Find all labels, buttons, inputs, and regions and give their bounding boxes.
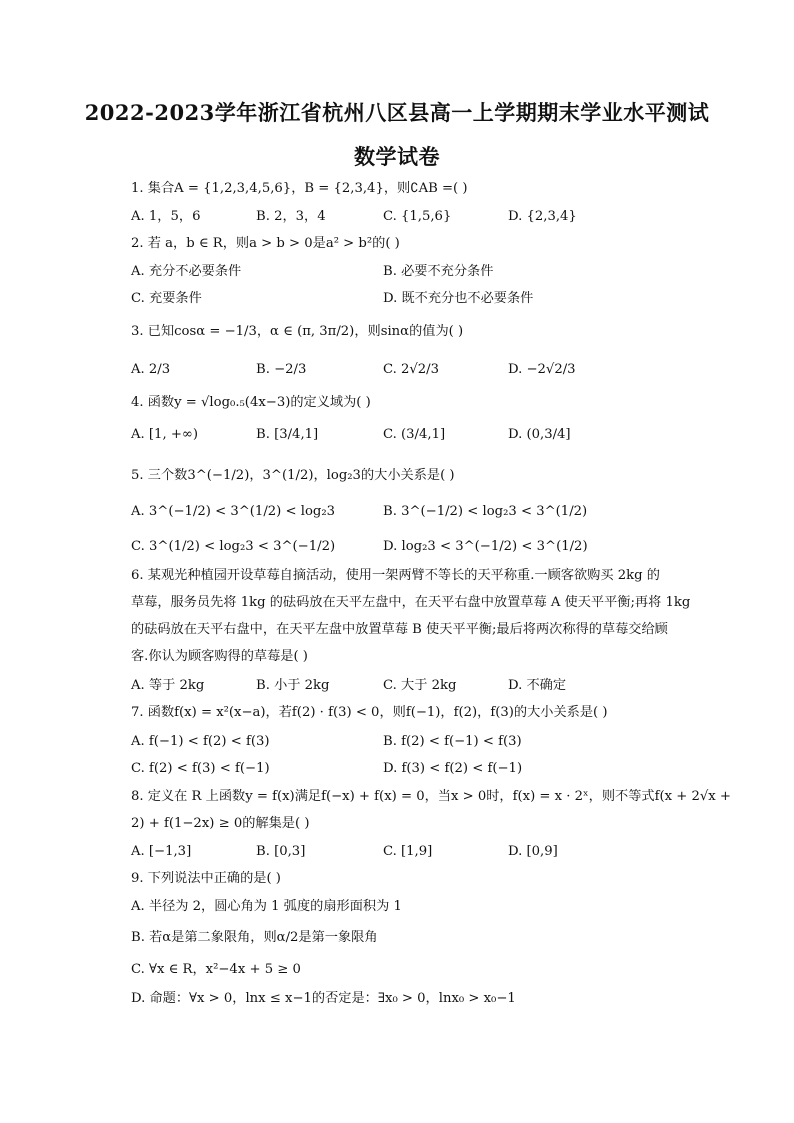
q1-option-d: D. {2,3,4} [508, 209, 577, 224]
question-6-line-4: 客.你认为顾客购得的草莓是( ) [131, 649, 308, 664]
q4-option-b: B. [3/4,1] [256, 427, 319, 442]
q6-option-a: A. 等于 2kg [131, 678, 205, 693]
question-1: 1. 集合A = {1,2,3,4,5,6}，B = {2,3,4}，则∁AB =( ) [131, 181, 468, 196]
q3-option-a: A. 2/3 [131, 362, 171, 377]
q5-option-d: D. log₂3 < 3^(−1/2) < 3^(1/2) [383, 539, 588, 554]
q1-option-c: C. {1,5,6} [383, 209, 452, 224]
q9-option-c: C. ∀x ∈ R，x²−4x + 5 ≥ 0 [131, 962, 301, 977]
q2-option-b: B. 必要不充分条件 [383, 264, 494, 279]
q3-option-c: C. 2√2/3 [383, 362, 440, 377]
q3-option-d: D. −2√2/3 [508, 362, 576, 377]
q8-option-c: C. [1,9] [383, 844, 433, 859]
q9-option-a: A. 半径为 2，圆心角为 1 弧度的扇形面积为 1 [131, 899, 402, 914]
q4-option-d: D. (0,3/4] [508, 427, 571, 442]
exam-subtitle: 数学试卷 [354, 144, 440, 169]
q5-option-c: C. 3^(1/2) < log₂3 < 3^(−1/2) [131, 539, 336, 554]
question-9: 9. 下列说法中正确的是( ) [131, 871, 281, 886]
question-6-line-2: 草莓，服务员先将 1kg 的砝码放在天平左盘中，在天平右盘中放置草莓 A 使天平平衡;再将 1kg [131, 595, 691, 610]
q7-option-c: C. f(2) < f(3) < f(−1) [131, 761, 270, 776]
q6-option-d: D. 不确定 [508, 678, 567, 693]
q7-option-a: A. f(−1) < f(2) < f(3) [131, 734, 270, 749]
q4-option-a: A. [1, +∞) [131, 427, 199, 442]
question-3: 3. 已知cosα = −1/3，α ∈ (π, 3π/2)，则sinα的值为( ) [131, 324, 464, 339]
q8-option-b: B. [0,3] [256, 844, 306, 859]
q6-option-b: B. 小于 2kg [256, 678, 330, 693]
q3-option-b: B. −2/3 [256, 362, 307, 377]
q5-option-a: A. 3^(−1/2) < 3^(1/2) < log₂3 [131, 504, 336, 519]
q1-option-b: B. 2，3，4 [256, 209, 326, 224]
exam-title: 2022-2023学年浙江省杭州八区县高一上学期期末学业水平测试 [84, 100, 710, 125]
q8-option-d: D. [0,9] [508, 844, 558, 859]
question-6-line-3: 的砝码放在天平右盘中，在天平左盘中放置草莓 B 使天平平衡;最后将两次称得的草莓交给顾 [131, 622, 668, 637]
q8-option-a: A. [−1,3] [131, 844, 192, 859]
q2-option-c: C. 充要条件 [131, 291, 202, 306]
q2-option-d: D. 既不充分也不必要条件 [383, 291, 534, 306]
q1-option-a: A. 1，5，6 [131, 209, 201, 224]
q6-option-c: C. 大于 2kg [383, 678, 457, 693]
q7-option-b: B. f(2) < f(−1) < f(3) [383, 734, 522, 749]
q5-option-b: B. 3^(−1/2) < log₂3 < 3^(1/2) [383, 504, 588, 519]
q9-option-b: B. 若α是第二象限角，则α/2是第一象限角 [131, 930, 378, 945]
question-6-line-1: 6. 某观光种植园开设草莓自摘活动，使用一架两臂不等长的天平称重.一顾客欲购买 2kg 的 [131, 568, 660, 583]
question-4: 4. 函数y = √log₀.₅(4x−3)的定义域为( ) [131, 395, 371, 410]
q2-option-a: A. 充分不必要条件 [131, 264, 242, 279]
question-2: 2. 若 a，b ∈ R，则a > b > 0是a² > b²的( ) [131, 236, 400, 251]
question-8-line-1: 8. 定义在 R 上函数y = f(x)满足f(−x) + f(x) = 0，当x > 0时，f(x) = x · 2ˣ，则不等式f(x + 2√x + [131, 789, 731, 804]
q9-option-d: D. 命题：∀x > 0，lnx ≤ x−1的否定是：∃x₀ > 0，lnx₀ > x₀−1 [131, 991, 516, 1006]
q7-option-d: D. f(3) < f(2) < f(−1) [383, 761, 523, 776]
q4-option-c: C. (3/4,1] [383, 427, 446, 442]
question-7: 7. 函数f(x) = x²(x−a)，若f(2) · f(3) < 0，则f(−1)，f(2)，f(3)的大小关系是( ) [131, 705, 608, 720]
question-8-line-2: 2) + f(1−2x) ≥ 0的解集是( ) [131, 816, 310, 831]
question-5: 5. 三个数3^(−1/2)，3^(1/2)，log₂3的大小关系是( ) [131, 468, 455, 483]
